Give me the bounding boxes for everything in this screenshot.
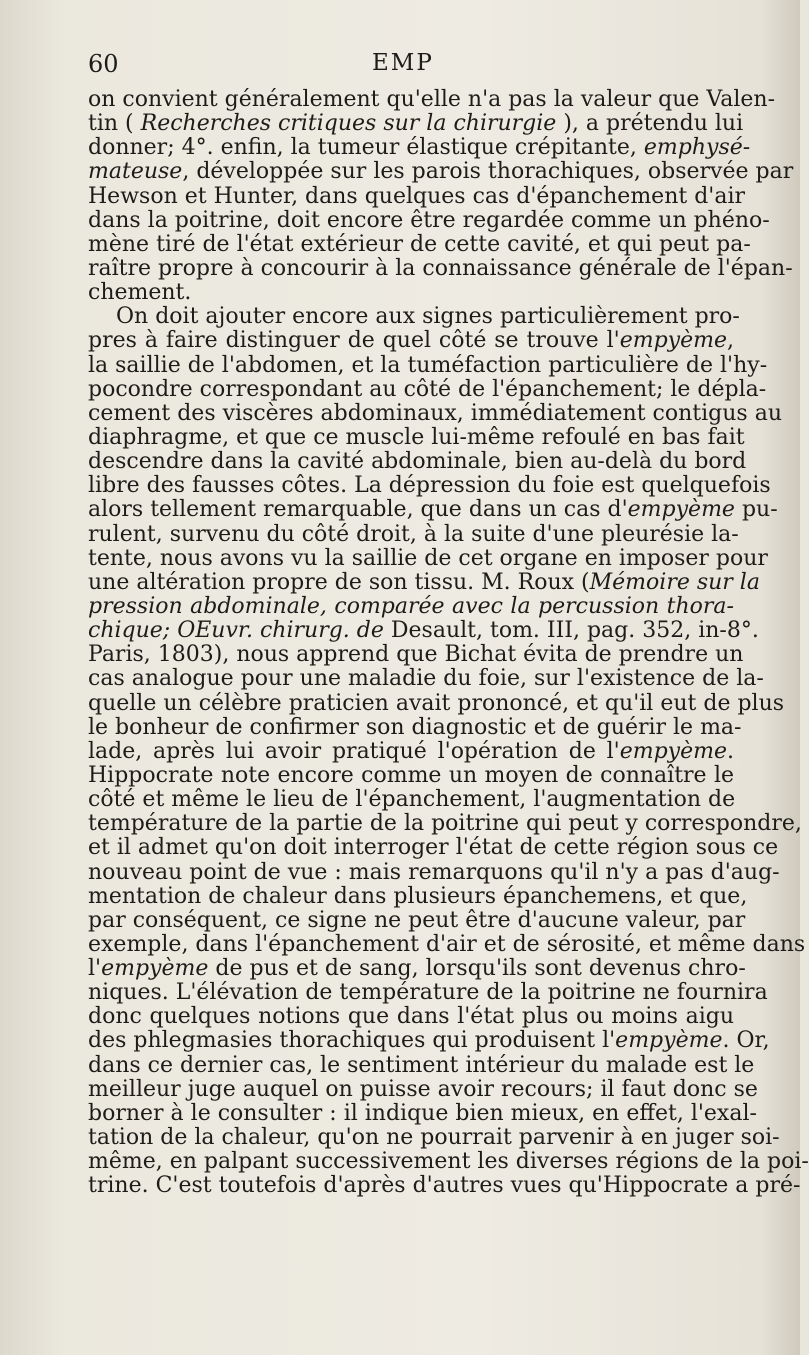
text-run: mène tiré de l'état extérieur de cette cavité, et qui peut pa- bbox=[88, 231, 751, 257]
text-run: température de la partie de la poitrine qui peut y correspondre, bbox=[88, 811, 802, 837]
text-run: tation de la chaleur, qu'on ne pourrait parvenir à en juger soi- bbox=[88, 1125, 780, 1151]
text-run: tin ( bbox=[88, 111, 141, 137]
text-line bbox=[88, 1149, 809, 1175]
text-line bbox=[88, 740, 734, 764]
text-line bbox=[88, 859, 780, 885]
text-line bbox=[88, 255, 793, 281]
text-line bbox=[88, 642, 744, 668]
text-run: alors tellement remarquable, que dans un cas d' bbox=[88, 497, 628, 523]
text-line bbox=[88, 329, 734, 353]
text-run: cas analogue pour une maladie du foie, sur l'existence de la- bbox=[88, 666, 764, 692]
text-run: Desault, tom. III, pag. 352, in-8°. bbox=[383, 618, 759, 644]
text-line bbox=[88, 788, 734, 812]
italic-run: chique; OEuvr. chirurg. de bbox=[88, 618, 384, 644]
text-run: On doit ajouter encore aux signes particulièrement pro- bbox=[116, 304, 740, 330]
text-run: donc quelques notions que dans l'état plus ou moins aigu bbox=[88, 1004, 734, 1030]
text-line bbox=[88, 497, 778, 523]
text-line bbox=[88, 207, 770, 233]
running-head: EMP bbox=[372, 50, 434, 76]
text-run: on convient généralement qu'elle n'a pas la valeur que Valen- bbox=[88, 87, 776, 112]
page-number: 60 bbox=[88, 50, 119, 78]
text-run: ), a prétendu lui bbox=[556, 111, 744, 137]
text-line bbox=[88, 980, 768, 1006]
text-run: exemple, dans l'épanchement d'air et de sérosité, et même dans bbox=[88, 931, 806, 957]
text-line bbox=[88, 545, 768, 571]
text-line bbox=[88, 449, 747, 475]
text-line bbox=[88, 1173, 801, 1199]
text-run: de pus et de sang, lorsqu'ils sont devenus chro- bbox=[208, 956, 746, 982]
text-run: descendre dans la cavité abdominale, bien au-delà du bord bbox=[88, 449, 747, 475]
text-line bbox=[88, 931, 806, 957]
text-run: l' bbox=[88, 956, 102, 982]
text-run: quelle un célèbre praticien avait prononcé, et qu'il eut de plus bbox=[88, 690, 785, 716]
text-line bbox=[88, 618, 759, 644]
text-line bbox=[88, 595, 734, 619]
text-run: rulent, survenu du côté droit, à la suite d'une pleurésie la- bbox=[88, 521, 739, 547]
text-line bbox=[88, 281, 734, 305]
text-line bbox=[88, 1125, 780, 1151]
text-run: même, en palpant successivement les diverses régions de la poi- bbox=[88, 1149, 809, 1175]
italic-run: empyème bbox=[619, 328, 727, 354]
text-line bbox=[88, 1052, 755, 1078]
text-run: diaphragme, et que ce muscle lui-même refoulé en bas fait bbox=[88, 424, 745, 450]
text-line bbox=[88, 87, 776, 112]
text-line bbox=[88, 521, 739, 547]
text-run: des phlegmasies thorachiques qui produisent l' bbox=[88, 1028, 616, 1054]
italic-run: pression abdominale, comparée avec la percussion thora- bbox=[88, 593, 734, 619]
italic-run: empyème bbox=[615, 1028, 723, 1054]
text-run: trine. C'est toutefois d'après d'autres vues qu'Hippocrate a pré- bbox=[88, 1173, 801, 1199]
text-line bbox=[88, 400, 782, 426]
text-run: côté et même le lieu de l'épanchement, l'augmentation de bbox=[88, 787, 736, 813]
text-line bbox=[88, 376, 767, 402]
text-run: par conséquent, ce signe ne peut être d'aucune valeur, par bbox=[88, 907, 746, 933]
text-run: donner; 4°. enfin, la tumeur élastique crépitante, bbox=[88, 135, 644, 161]
text-run: , développée sur les parois thorachiques, observée par bbox=[182, 159, 794, 185]
italic-run: Recherches critiques sur la chirurgie bbox=[140, 111, 557, 137]
text-run: dans la poitrine, doit encore être regardée comme un phéno- bbox=[88, 207, 770, 233]
text-line bbox=[88, 690, 785, 716]
text-run: borner à le consulter : il indique bien mieux, en effet, l'exal- bbox=[88, 1100, 757, 1126]
text-line bbox=[88, 111, 744, 137]
italic-run: empyème bbox=[101, 956, 209, 982]
text-run: la saillie de l'abdomen, et la tuméfaction particulière de l'hy- bbox=[88, 352, 768, 378]
text-line bbox=[88, 352, 768, 378]
text-line bbox=[88, 473, 771, 499]
text-run: pres à faire distinguer de quel côté se trouve l' bbox=[88, 328, 620, 354]
italic-run: empyème bbox=[627, 497, 735, 523]
text-line bbox=[88, 956, 746, 982]
text-line bbox=[88, 231, 751, 257]
text-run: pu- bbox=[734, 497, 778, 523]
text-run: meilleur juge auquel on puisse avoir recours; il faut donc se bbox=[88, 1076, 758, 1102]
text-run: raître propre à concourir à la connaissance générale de l'épan- bbox=[88, 255, 793, 281]
text-run: mentation de chaleur dans plusieurs épanchemens, et que, bbox=[88, 883, 748, 909]
italic-run: mateuse bbox=[88, 159, 183, 185]
italic-run: emphysé- bbox=[643, 135, 751, 161]
text-line bbox=[88, 835, 779, 861]
text-line bbox=[88, 714, 742, 740]
text-line bbox=[88, 811, 802, 837]
text-run: . Or, bbox=[722, 1028, 770, 1054]
body-text bbox=[88, 87, 809, 1199]
text-run: le bonheur de confirmer son diagnostic et de guérir le ma- bbox=[88, 714, 742, 740]
text-run: une altération propre de son tissu. M. Roux ( bbox=[88, 569, 590, 595]
text-line bbox=[88, 907, 746, 933]
text-line bbox=[88, 666, 764, 692]
italic-run: Mémoire sur la bbox=[589, 569, 760, 595]
text-line bbox=[88, 883, 748, 909]
text-run: pocondre correspondant au côté de l'épanchement; le dépla- bbox=[88, 376, 767, 402]
text-run: Paris, 1803), nous apprend que Bichat évita de prendre un bbox=[88, 642, 744, 668]
text-run: nouveau point de vue : mais remarquons qu'il n'y a pas d'aug- bbox=[88, 859, 780, 885]
text-line bbox=[88, 1100, 757, 1126]
text-line bbox=[88, 183, 746, 209]
page-header bbox=[88, 50, 736, 86]
text-run: . bbox=[727, 738, 734, 764]
text-line bbox=[88, 1005, 734, 1029]
text-run: , bbox=[727, 328, 734, 354]
text-run: Hippocrate note encore comme un moyen de connaître le bbox=[88, 762, 734, 788]
text-line bbox=[88, 569, 760, 595]
text-run: libre des fausses côtes. La dépression du foie est quelquefois bbox=[88, 473, 771, 499]
text-line bbox=[88, 764, 734, 788]
text-line bbox=[88, 304, 740, 330]
text-run: cement des viscères abdominaux, immédiatement contigus au bbox=[88, 400, 782, 426]
text-run: Hewson et Hunter, dans quelques cas d'épanchement d'air bbox=[88, 183, 746, 209]
text-line bbox=[88, 1028, 770, 1054]
text-line bbox=[88, 424, 745, 450]
text-line bbox=[88, 135, 751, 161]
text-line bbox=[88, 1076, 758, 1102]
text-run: tente, nous avons vu la saillie de cet organe en imposer pour bbox=[88, 545, 768, 571]
italic-run: empyème bbox=[619, 738, 727, 764]
text-run: et il admet qu'on doit interroger l'état de cette région sous ce bbox=[88, 835, 779, 861]
text-run: lade, après lui avoir pratiqué l'opération de l' bbox=[88, 738, 620, 764]
text-run: chement. bbox=[88, 280, 192, 306]
text-run: dans ce dernier cas, le sentiment intérieur du malade est le bbox=[88, 1052, 755, 1078]
text-run: niques. L'élévation de température de la poitrine ne fournira bbox=[88, 980, 768, 1006]
text-line bbox=[88, 159, 794, 185]
